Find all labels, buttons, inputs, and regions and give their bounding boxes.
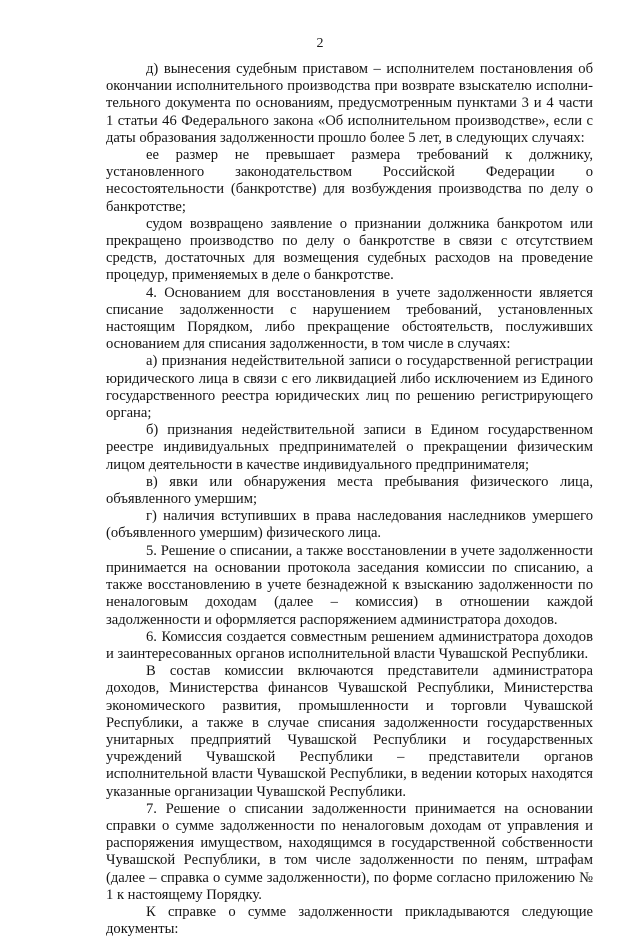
paragraph-a-legal-entity: а) признания недействительной записи о государственной регистрации юридического лица в связи с его ликвидацией либо исключением из Единого государственного реестра юридических лиц по решению регистрирующего органа; (106, 353, 593, 422)
paragraph-6-commission: 6. Комиссия создается совместным решением администратора доходов и заинтересованных органов исполнительной власти Чувашской Республики. (106, 628, 593, 662)
paragraph-debt-size: ее размер не превышает размера требований к должнику, установленного законодательством Российской Федерации о несостоятельности (банкротстве) для возбуждения производства по делу о банкротстве; (106, 147, 593, 215)
paragraph-v-appearance: в) явки или обнаружения места пребывания физического лица, объявленного умершим; (106, 473, 593, 508)
paragraph-bankruptcy-returned: судом возвращено заявление о признании должника банкротом или прекращено производство по делу о банкротстве в связи с отсутствием средств, достаточных для возмещения судебных расходов на проведение процедур, применяемых в деле о банкротстве. (106, 215, 593, 284)
paragraph-commission-members: В состав комиссии включаются представители администратора доходов, Министерства финансов Чувашской Республики, Министерства экономического развития, промышленности и торговли Чувашской Республики, а также в случае списания задолженности государственных унитарных предприятий Чувашской Республики и государственных учреждений Чувашской Республики – представители органов исполнительной власти Чувашской Республики, в ведении которых находятся указанные организации Чувашской Республики. (106, 663, 593, 800)
paragraph-7-write-off: 7. Решение о списании задолженности принимается на основании справки о сумме задолженности по неналоговым доходам от управления и распоряжения имуществом, находящимся в государственной собственности Чувашской Республики, в том числе задолженности по пеням, штрафам (далее – справка о сумме задолженности), по форме согласно приложению № 1 к настоящему Порядку. (106, 800, 593, 903)
paragraph-attachments: К справке о сумме задолженности прикладываются следующие документы: (106, 903, 593, 938)
document-body (106, 61, 593, 938)
page-number: 2 (316, 36, 324, 51)
paragraph-g-heirs: г) наличия вступивших в права наследования наследников умершего (объявленного умершим) физического лица. (106, 508, 593, 542)
paragraph-4-restoration: 4. Основанием для восстановления в учете задолженности является списание задолженности с нарушением требований, установленных настоящим Порядком, либо прекращение обстоятельств, послуживших основанием для списания задолженности, в том числе в случаях: (106, 284, 593, 353)
paragraph-b-entrepreneur: б) признания недействительной записи в Едином государственном реестре индивидуальных предпринимателей о прекращении физическим лицом деятельности в качестве индивидуального предпринимателя; (106, 422, 593, 473)
paragraph-d-enforcement: д) вынесения судебным приставом – исполнителем постановления об окончании исполнительного производства при возврате взыскателю исполнительного документа по основаниям, предусмотренным пунктами 3 и 4 части 1 статьи 46 Федерального закона «Об исполнительном производстве», если с даты образования задолженности прошло более 5 лет, в следующих случаях: (106, 61, 593, 146)
paragraph-5-decision: 5. Решение о списании, а также восстановлении в учете задолженности принимается на основании протокола заседания комиссии по списанию, а также восстановлению в учете безнадежной к взысканию задолженности по неналоговым доходам (далее – комиссия) в отношении каждой задолженности и оформляется распоряжением администратора доходов. (106, 542, 593, 628)
